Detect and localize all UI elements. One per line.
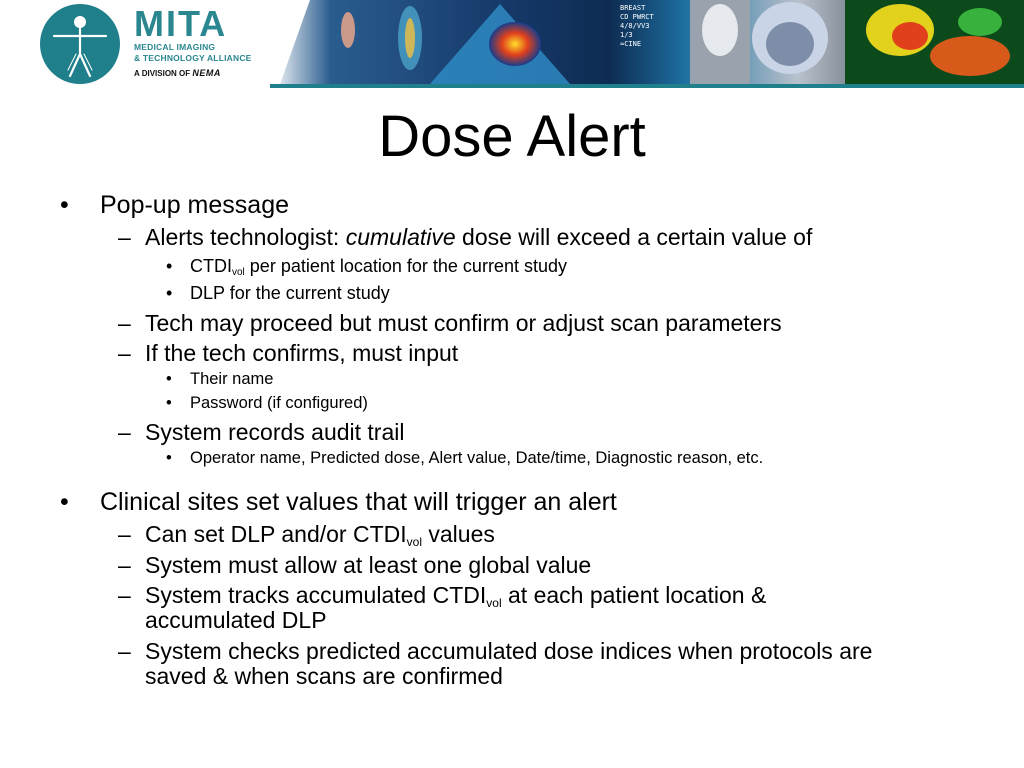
sub-bullet-set-dlp-ctdi [145,521,495,547]
brand-block [134,3,274,80]
sub-bullet-checks-predicted-line2: saved & when scans are confirmed [145,663,503,689]
bullet-popup-message: Pop-up message [100,191,290,219]
ctdi-sub: vol [232,267,245,278]
division-org: NEMA [192,68,221,78]
set-dlp-sub: vol [406,535,422,549]
sub-bullet-tracks-ctdi-line2: accumulated DLP [145,607,327,633]
item-password: Password (if configured) [190,394,368,412]
dash-mark: – [118,224,131,250]
dash-mark: – [118,340,131,366]
header-accent-bar [270,84,1024,88]
division-line [134,67,274,80]
bullet-mark: • [166,256,173,276]
sub-bullet-alerts-technologist [145,224,812,250]
tracks-ctdi-sub: vol [486,596,502,610]
division-prefix: A DIVISION OF [134,69,191,78]
dash-mark: – [118,582,131,608]
tracks-ctdi-post: at each patient location & [501,582,767,608]
bullet-mark: • [166,449,172,467]
brand-line-2: & TECHNOLOGY ALLIANCE [134,53,252,63]
header-banner [0,0,1024,90]
medical-images-strip [270,0,1024,84]
set-dlp-post: values [421,521,495,547]
brand-name: MITA [134,3,228,44]
tracks-ctdi-pre: System tracks accumulated CTDI [145,582,487,608]
bullet-mark: • [166,394,172,412]
dash-mark: – [118,521,131,547]
bullet-mark: • [60,488,69,516]
bullet-mark: • [166,283,173,303]
bullet-mark: • [166,370,172,388]
sub-bullet-global-value: System must allow at least one global value [145,552,592,578]
dash-mark: – [118,552,131,578]
dash-mark: – [118,638,131,664]
item-ctdi-per-location [190,255,567,277]
ctdi-post: per patient location for the current study [244,256,567,276]
alerts-technologist-emphasis: cumulative [345,224,456,250]
sub-bullet-audit-trail: System records audit trail [145,419,405,445]
alerts-technologist-pre: Alerts technologist: [145,224,346,250]
slide-title: Dose Alert [378,104,646,169]
dash-mark: – [118,310,131,336]
item-their-name: Their name [190,370,274,388]
sub-bullet-checks-predicted: System checks predicted accumulated dose indices when protocols are [145,638,873,664]
scan-readout-text: BREAST CD PWRCT 4/8/VV3 1/3 ≈CINE [620,4,654,48]
dash-mark: – [118,419,131,445]
bullet-mark: • [60,191,69,219]
item-audit-fields: Operator name, Predicted dose, Alert value, Date/time, Diagnostic reason, etc. [190,449,764,467]
set-dlp-pre: Can set DLP and/or CTDI [145,521,407,547]
ctdi-label: CTDI [190,256,232,276]
brand-line-1: MEDICAL IMAGING [134,42,216,52]
alerts-technologist-post: dose will exceed a certain value of [455,224,813,250]
bullet-clinical-sites: Clinical sites set values that will trigger an alert [100,488,617,516]
sub-bullet-tracks-ctdi [145,582,766,608]
mita-logo-icon [40,4,120,84]
item-dlp-current-study: DLP for the current study [190,283,390,303]
sub-bullet-tech-confirms: If the tech confirms, must input [145,340,459,366]
sub-bullet-tech-may-proceed: Tech may proceed but must confirm or adjust scan parameters [145,310,782,336]
